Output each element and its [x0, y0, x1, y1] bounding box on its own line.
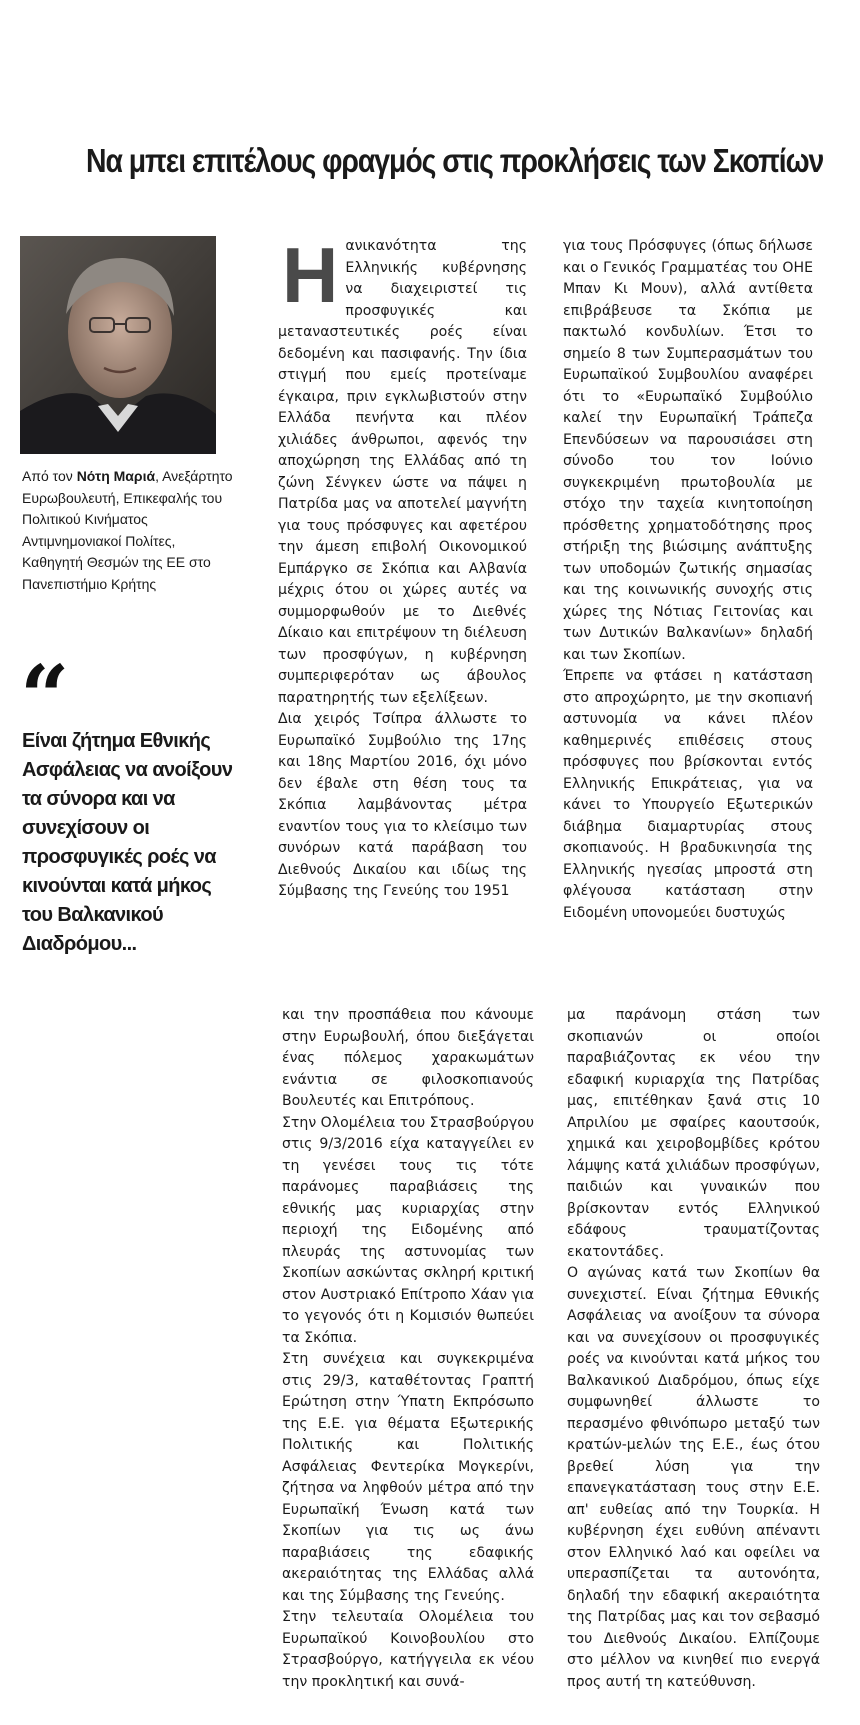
- pull-quote: Είναι ζήτημα Εθνικής Ασφάλειας να ανοίξουν τα σύνορα και να συνεχίσουν οι προσφυγικές ροές να κινούνται κατά μήκος του Βαλκανικού Διαδρόμου...: [22, 730, 233, 955]
- article-column-1: [278, 231, 527, 903]
- article-paragraph: και την προσπάθεια που κάνουμε στην Ευρωβουλή, όπου διεξάγεται ένας πόλεμος χαρακωμάτων ενάντια σε φιλοσκοπιανούς Βουλευτές και Επιτρόπους.: [282, 1007, 534, 1109]
- article-column-2: [563, 236, 813, 924]
- author-name: Νότη Μαριά: [76, 468, 156, 484]
- article-headline: Να μπει επιτέλους φραγμός στις προκλήσεις των Σκοπίων: [86, 142, 824, 180]
- article-paragraph: Ο αγώνας κατά των Σκοπίων θα συνεχιστεί. Είναι ζήτημα Εθνικής Ασφάλειας να ανοίξουν τα σύνορα και να συνεχίσουν οι προσφυγικές ροές να κινούνται κατά μήκος του Βαλκανικού Διαδρόμου, όπως είχε συμφωνηθεί άλλωστε το περασμένο φθινόπωρο μεταξύ των κρατών-μελών της Ε.Ε., έως ότου βρεθεί λύση για την επανεγκατάσταση τους στην Ε.Ε. απ' ευθείας από την Τουρκία. Η κυβέρνηση έχει ευθύνη απέναντι στον Ελληνικό λαό και οφείλει να υπερασπίζεται τα αυτονόητα, δηλαδή την εδαφική ακεραιότητα της Πατρίδας μας και τον σεβασμό του Διεθνούς Δικαίου. Ελπίζουμε στο μέλλον να κινηθεί πιο ενεργά προς αυτή τη κατεύθυνση.: [567, 1265, 820, 1690]
- byline-prefix: Από τον: [22, 468, 77, 484]
- article-paragraph: Έπρεπε να φτάσει η κατάσταση στο απροχώρητο, με την σκοπιανή αστυνομία να κάνει πλέον καθημερινές επιθέσεις στους πρόσφυγες που βρίσκονται εντός Ελληνικής Επικράτειας, για να κάνει το Υπουργείο Εξωτερικών διάβημα διαμαρτυρίας στους σκοπιανούς. Η βραδυκινησία της Ελληνικής ηγεσίας μπροστά στη φλέγουσα κατάσταση στην Ειδομένη υπονομεύει δυστυχώς: [563, 668, 813, 921]
- article-paragraph: για τους Πρόσφυγες (όπως δήλωσε και ο Γενικός Γραμματέας του ΟΗΕ Μπαν Κι Μουν), αλλά αντίθετα επιβράβευσε τα Σκόπια με πακτωλό κονδυλίων. Έτσι το σημείο 8 των Συμπερασμάτων του Ευρωπαϊκού Συμβουλίου αναφέρει ότι το «Ευρωπαϊκό Συμβούλιο καλεί την Ευρωπαϊκή Τράπεζα Επενδύσεων να παρουσιάσει στη σύνοδο του τον Ιούνιο συγκεκριμένη πρωτοβουλία με στόχο την ταχεία κινητοποίηση πρόσθετης χρηματοδότησης προς στήριξη της βιώσιμης ανάπτυξης των υποδομών ζωτικής σημασίας και της κοινωνικής συνοχής στις χώρες της Νότιας Γειτονίας και των Δυτικών Βαλκανίων» δηλαδή και των Σκοπίων.: [563, 238, 813, 663]
- author-description: , Ανεξάρτητο Ευρωβουλευτή, Επικεφαλής του Πολιτικού Κινήματος Αντιμνημονιακοί Πολίτες, Καθηγητή Θεσμών της ΕΕ στο Πανεπιστήμιο Κρήτης: [22, 468, 233, 592]
- author-portrait-image: [20, 236, 216, 454]
- article-paragraph: Στη συνέχεια και συγκεκριμένα στις 29/3, καταθέτοντας Γραπτή Ερώτηση στην Ύπατη Εκπρόσωπο της Ε.Ε. για θέματα Εξωτερικής Πολιτικής και Πολιτικής Ασφάλειας Φεντερίκα Μογκερίνι, ζήτησα να ληφθούν μέτρα από την Ευρωπαϊκή Ένωση κατά των Σκοπίων για τις ως άνω παραβιάσεις της εδαφικής ακεραιότητας της Ελλάδας αλλά και της Σύμβασης της Γενεύης.: [282, 1351, 534, 1604]
- article-paragraph: Στην τελευταία Ολομέλεια του Ευρωπαϊκού Κοινοβουλίου στο Στρασβούργο, κατήγγειλα εκ νέου την προκλητική και συνά-: [282, 1609, 534, 1690]
- article-paragraph: Ηανικανότητα της Ελληνικής κυβέρνησης να διαχειριστεί τις προσφυγικές και μεταναστευτικές ροές είναι δεδομένη και πασιφανής. Την ίδια στιγμή που εμείς προτείναμε έγκαιρα, πριν εγκλωβιστούν στην Ελλάδα πενήντα και πλέον χιλιάδες άνθρωποι, αφενός την αποχώρηση της Ελλάδας από τη ζώνη Σένγκεν ώστε να πάψει η Πατρίδα μας να αποτελεί μαγνήτη για τους πρόσφυγες και αφετέρου την άμεση επιβολή Οικονομικού Εμπάργκο σε Σκόπια και Αλβανία μέχρις ότου οι χώρες αυτές να συμμορφωθούν με το Διεθνές Δίκαιο και επιτρέψουν τη διέλευση των προσφύγων, η κυβέρνηση συμπεριφερόταν ως άβουλος παρατηρητής των εξελίξεων.: [278, 231, 527, 706]
- quote-mark-icon: “: [20, 647, 70, 748]
- article-column-3: [282, 1005, 534, 1693]
- article-paragraph: Δια χειρός Τσίπρα άλλωστε το Ευρωπαϊκό Συμβούλιο της 17ης και 18ης Μαρτίου 2016, όχι μόνο δεν έβαλε στη θέση τους τα Σκόπια λαμβάνοντας μέτρα εναντίον τους για το κλείσιμο των συνόρων κατά παράβαση του Διεθνούς Δικαίου και ιδίως της Σύμβασης της Γενεύης του 1951: [278, 711, 527, 899]
- author-byline: [22, 466, 236, 596]
- author-photo: [20, 236, 216, 454]
- article-paragraph: Στην Ολομέλεια του Στρασβούργου στις 9/3/2016 είχα καταγγείλει εν τη γενέσει τους τις τότε παράνομες παραβιάσεις της εθνικής μας κυριαρχίας στην περιοχή της Ειδομένης από πλευράς της αστυνομίας των Σκοπίων ασκώντας σκληρή κριτική στον Αυστριακό Επίτροπο Χάαν για το γεγονός ότι η Κομισιόν θωπεύει τα Σκόπια.: [282, 1114, 534, 1346]
- article-paragraph: μα παράνομη στάση των σκοπιανών οι οποίοι παραβιάζοντας εκ νέου την εδαφική κυριαρχία της Πατρίδας μας, επιτέθηκαν ξανά στις 10 Απριλίου με σφαίρες καουτσούκ, χημικά και χειροβομβίδες κρότου λάμψης κατά χιλιάδων προσφύγων, παιδιών και γυναικών που βρίσκονταν εντός Ελληνικού εδάφους τραυματίζοντας εκατοντάδες.: [567, 1007, 820, 1260]
- drop-cap: Η: [282, 231, 339, 319]
- article-column-4: [567, 1005, 820, 1693]
